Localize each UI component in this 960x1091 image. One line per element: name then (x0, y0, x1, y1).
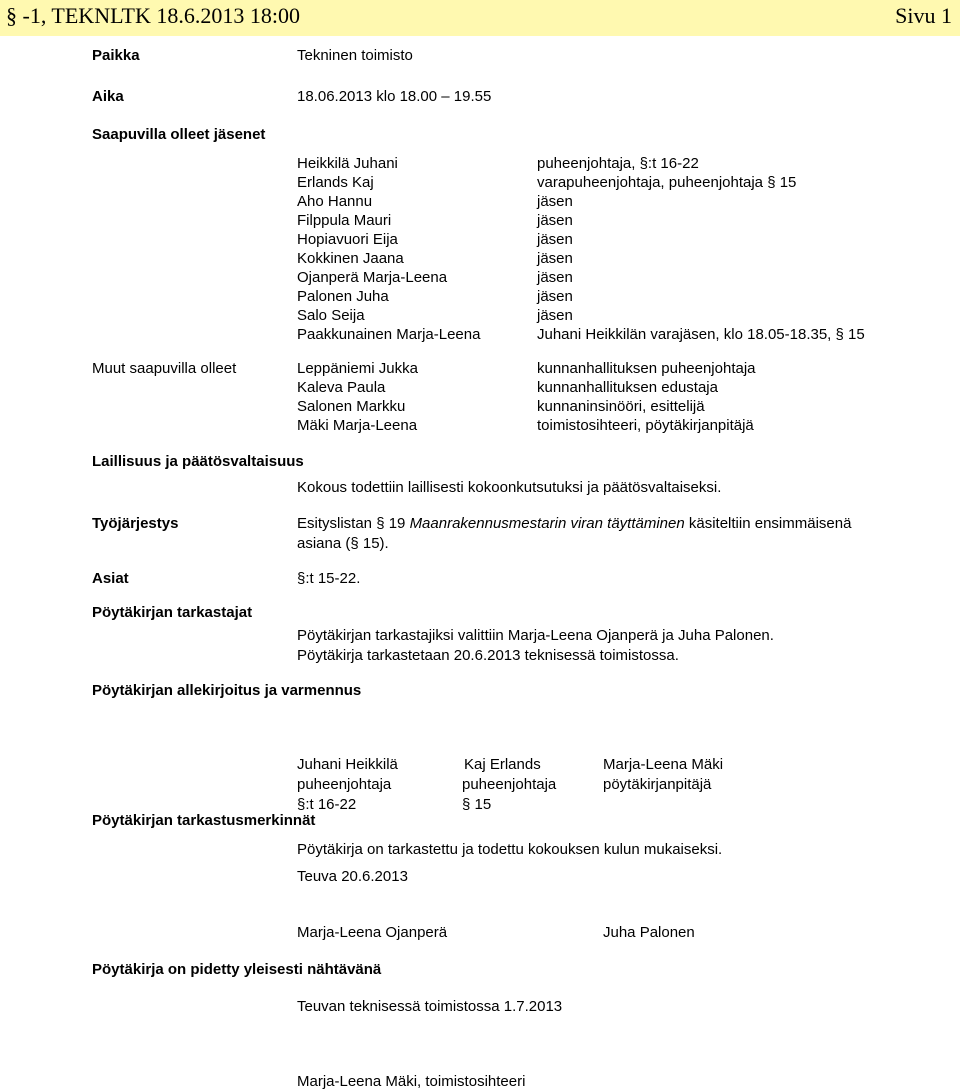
attendees-role: jäsen (537, 250, 573, 267)
others-name: Salonen Markku (297, 398, 406, 415)
time-value: 18.06.2013 klo 18.00 – 19.55 (297, 88, 492, 105)
attendees-label: Saapuvilla olleet jäsenet (92, 126, 266, 143)
public-signer: Marja-Leena Mäki, toimistosihteeri (297, 1073, 526, 1090)
attendees-role: jäsen (537, 193, 573, 210)
attendees-role: jäsen (537, 231, 573, 248)
header-title: § -1, TEKNLTK 18.6.2013 18:00 (6, 3, 300, 28)
checkers-line1: Pöytäkirjan tarkastajiksi valittiin Marja-Leena Ojanperä ja Juha Palonen. (297, 627, 774, 644)
others-label: Muut saapuvilla olleet (92, 360, 237, 377)
agenda-text-italic: Maanrakennusmestarin viran täyttäminen (409, 515, 685, 532)
signing-label: Pöytäkirjan allekirjoitus ja varmennus (92, 682, 362, 699)
public-text: Teuvan teknisessä toimistossa 1.7.2013 (297, 998, 563, 1015)
items-label: Asiat (92, 570, 129, 587)
checkers-label: Pöytäkirjan tarkastajat (92, 604, 253, 621)
attendees-role: Juhani Heikkilän varajäsen, klo 18.05-18.35, § 15 (537, 326, 865, 343)
others-name: Mäki Marja-Leena (297, 417, 418, 434)
page-header (0, 0, 960, 36)
signer2-note: § 15 (462, 796, 492, 813)
agenda-text-pre: Esityslistan § 19 (297, 515, 410, 532)
attendees-name: Kokkinen Jaana (297, 250, 404, 267)
attendees-name: Ojanperä Marja-Leena (297, 269, 448, 286)
attendees-role: jäsen (537, 212, 573, 229)
attendees-name: Erlands Kaj (297, 174, 374, 191)
legality-text: Kokous todettiin laillisesti kokoonkutsutuksi ja päätösvaltaiseksi. (297, 479, 722, 496)
others-role: kunnanhallituksen edustaja (537, 379, 718, 396)
place-label: Paikka (92, 47, 140, 64)
items-value: §:t 15-22. (297, 570, 361, 587)
signer2-role: puheenjohtaja (462, 776, 557, 793)
time-label: Aika (92, 88, 124, 105)
attendees-role: puheenjohtaja, §:t 16-22 (537, 155, 699, 172)
check-mark-place-date: Teuva 20.6.2013 (297, 868, 408, 885)
signer3-role: pöytäkirjanpitäjä (603, 776, 712, 793)
others-role: kunnanhallituksen puheenjohtaja (537, 360, 756, 377)
signer1-note: §:t 16-22 (297, 796, 357, 813)
agenda-text-post: käsiteltiin ensimmäisenä (684, 515, 852, 532)
place-value: Tekninen toimisto (297, 47, 413, 64)
signer2-name: Kaj Erlands (464, 756, 541, 773)
check-mark-name1: Marja-Leena Ojanperä (297, 924, 448, 941)
signer3-name: Marja-Leena Mäki (603, 756, 724, 773)
check-mark-text: Pöytäkirja on tarkastettu ja todettu kokouksen kulun mukaiseksi. (297, 841, 723, 858)
attendees-role: jäsen (537, 307, 573, 324)
attendees-name: Salo Seija (297, 307, 365, 324)
page-number: Sivu 1 (895, 3, 952, 28)
agenda-text (297, 515, 851, 533)
others-role: kunnaninsinööri, esittelijä (537, 398, 705, 415)
attendees-role: varapuheenjohtaja, puheenjohtaja § 15 (537, 174, 797, 191)
attendees-role: jäsen (537, 288, 573, 305)
check-mark-label: Pöytäkirjan tarkastusmerkinnät (92, 812, 316, 829)
agenda-line2: asiana (§ 15). (297, 535, 389, 552)
attendees-name: Aho Hannu (297, 193, 373, 210)
signer1-role: puheenjohtaja (297, 776, 392, 793)
checkers-line2: Pöytäkirja tarkastetaan 20.6.2013 teknisessä toimistossa. (297, 647, 679, 664)
check-mark-name2: Juha Palonen (603, 924, 695, 941)
attendees-role: jäsen (537, 269, 573, 286)
legality-label: Laillisuus ja päätösvaltaisuus (92, 453, 304, 470)
public-label: Pöytäkirja on pidetty yleisesti nähtävänä (92, 961, 382, 978)
others-name: Kaleva Paula (297, 379, 386, 396)
signer1-name: Juhani Heikkilä (297, 756, 398, 773)
attendees-name: Filppula Mauri (297, 212, 392, 229)
others-name: Leppäniemi Jukka (297, 360, 418, 377)
attendees-name: Paakkunainen Marja-Leena (297, 326, 481, 343)
attendees-name: Heikkilä Juhani (297, 155, 398, 172)
attendees-name: Palonen Juha (297, 288, 389, 305)
others-role: toimistosihteeri, pöytäkirjanpitäjä (537, 417, 754, 434)
agenda-label: Työjärjestys (92, 515, 179, 532)
attendees-name: Hopiavuori Eija (297, 231, 398, 248)
